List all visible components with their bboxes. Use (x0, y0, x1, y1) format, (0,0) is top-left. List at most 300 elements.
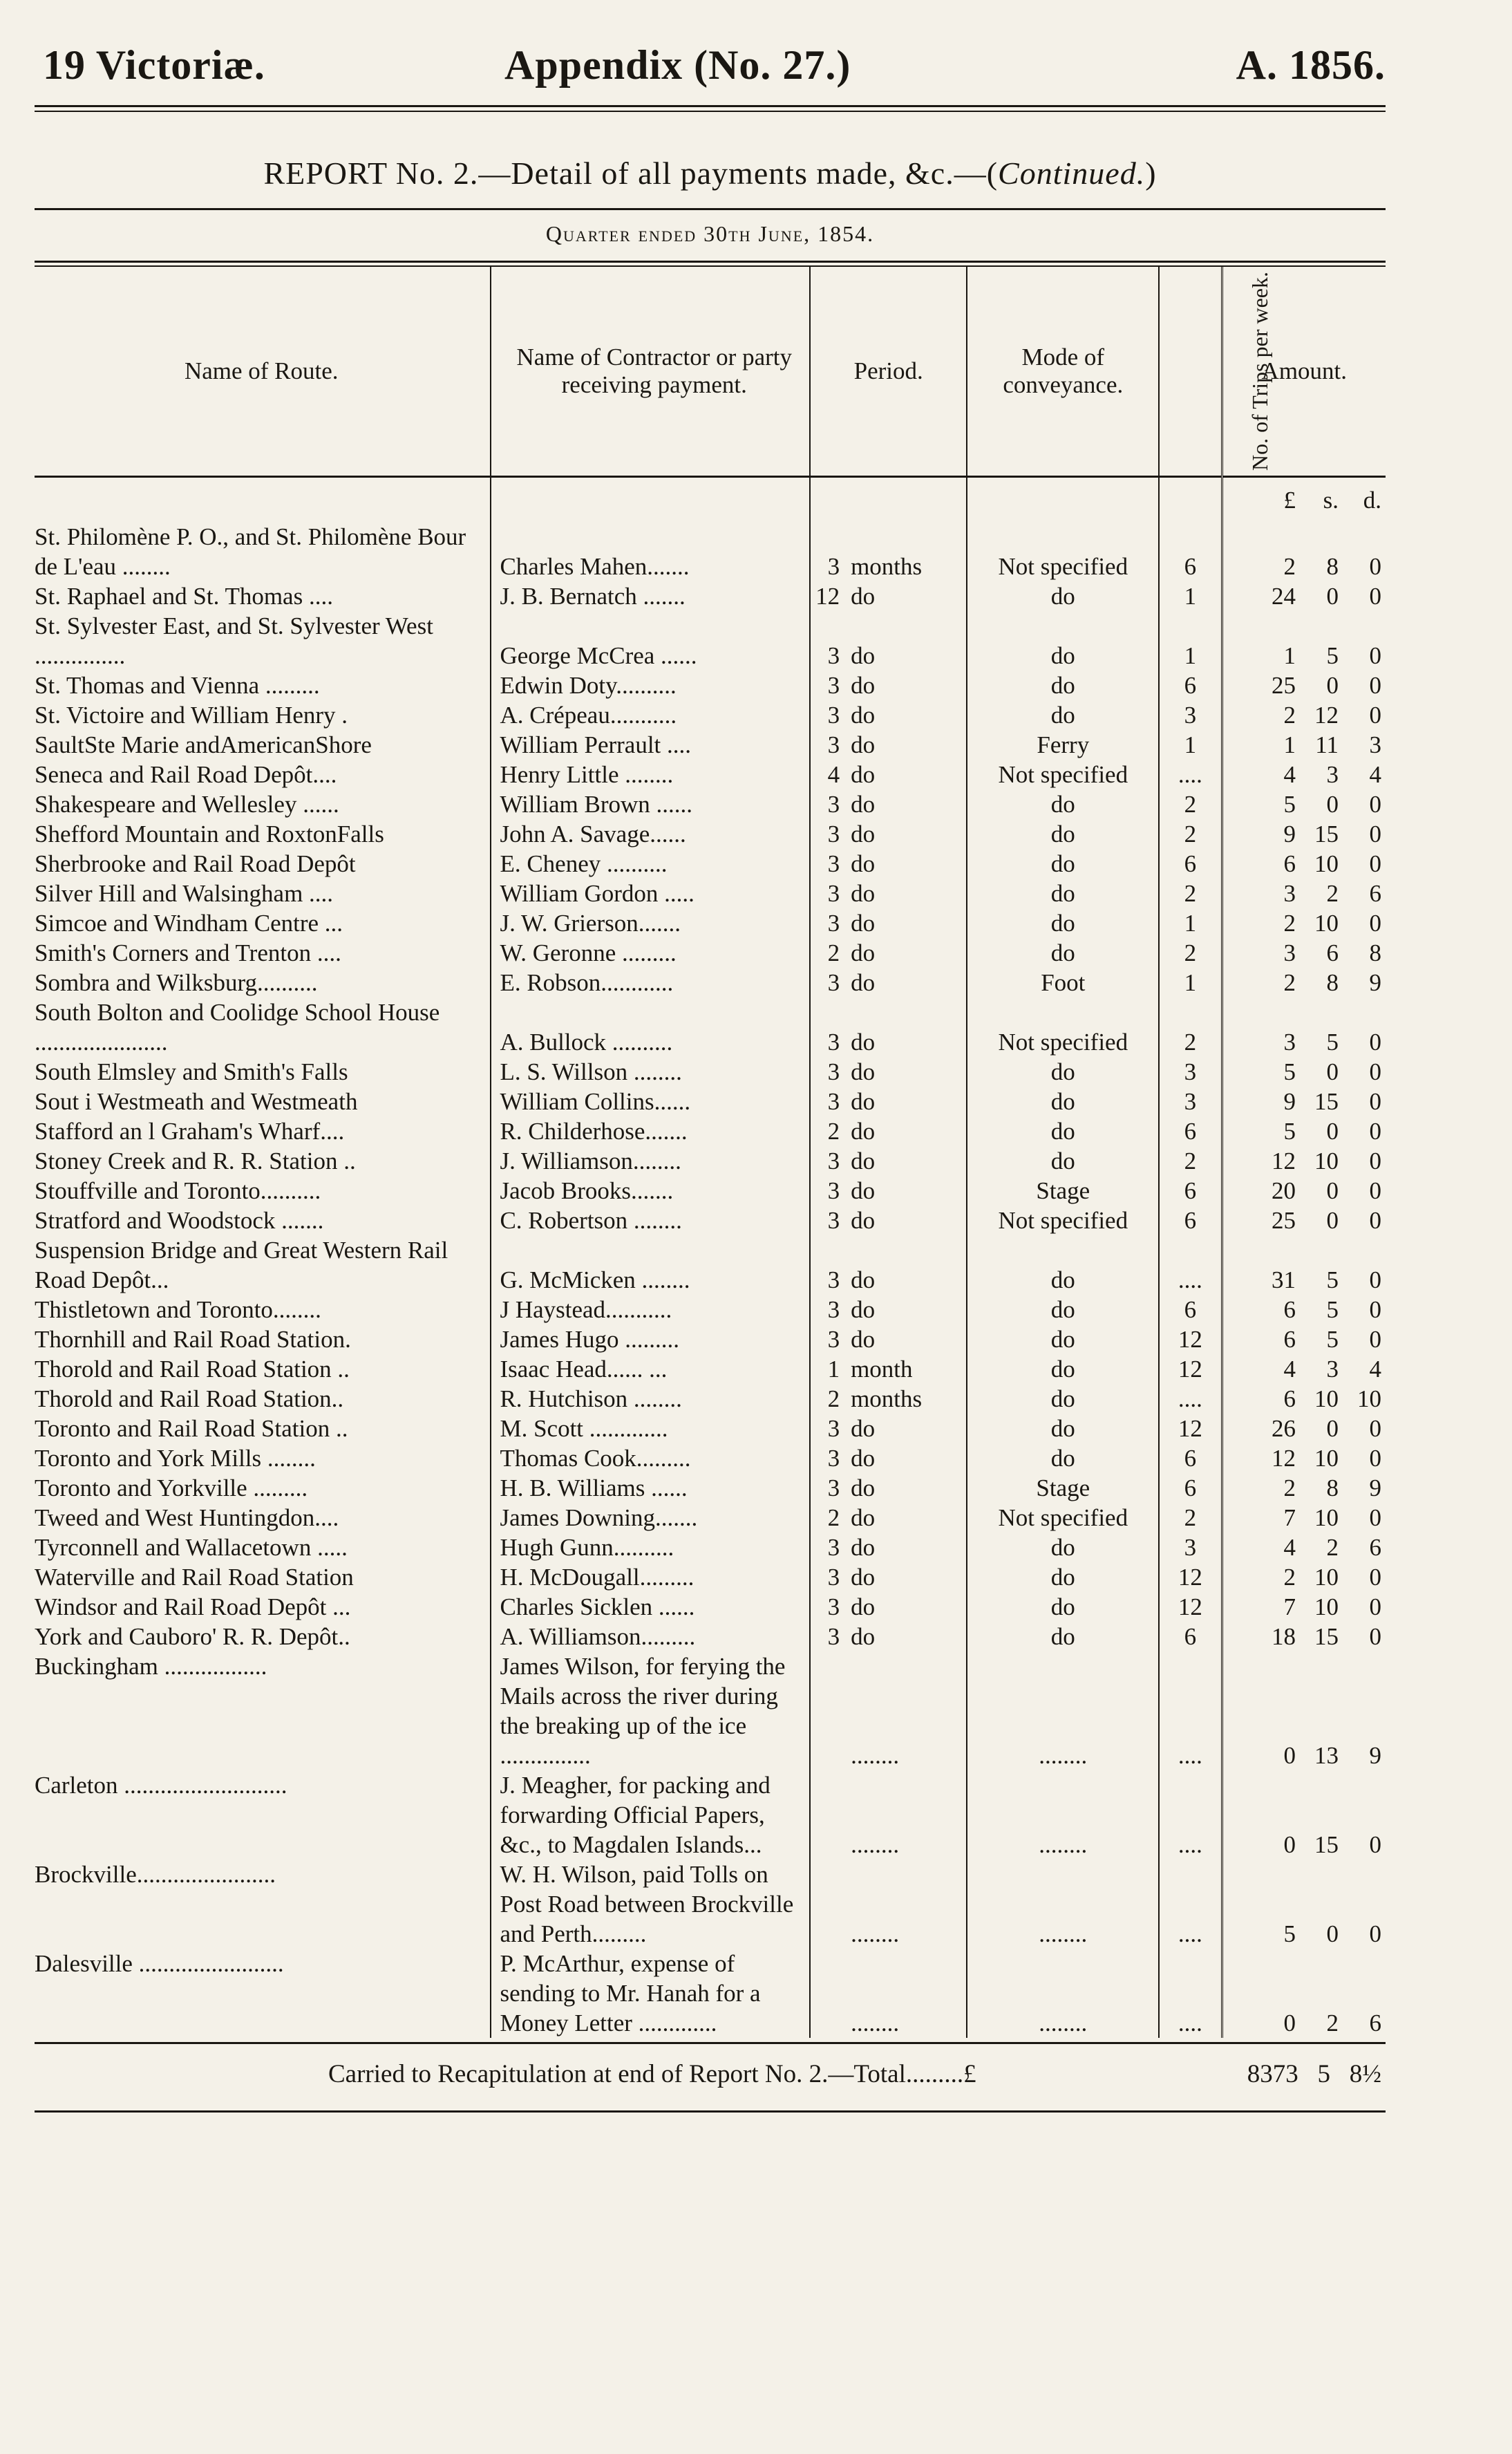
amount-cell (1222, 1622, 1386, 1651)
contractor-name: J. Meagher, for packing and forwarding Official Papers, &c., to Magdalen Islands... (491, 1770, 810, 1860)
mode-cell: do (967, 938, 1159, 968)
quarter-heading: Quarter ended 30th June, 1854. (545, 221, 875, 246)
period-number: 2 (827, 1385, 840, 1412)
amount-cell (1222, 1324, 1386, 1354)
mode-cell: do (967, 1414, 1159, 1443)
amount-pounds: 5 (1283, 1920, 1296, 1947)
table-row (35, 997, 1386, 1057)
table-row (35, 1949, 1386, 2038)
contractor-name: R. Childerhose....... (491, 1116, 810, 1146)
amount-pounds: 4 (1283, 1356, 1296, 1383)
period-unit: do (851, 1266, 876, 1293)
mode-cell: Stage (967, 1176, 1159, 1206)
period-number: 3 (827, 1415, 840, 1442)
mode-cell: do (967, 789, 1159, 819)
route-name: Tyrconnell and Wallacetown ..... (35, 1534, 348, 1561)
table-row (35, 1057, 1386, 1087)
period-unit: do (851, 791, 876, 818)
table-row (35, 671, 1386, 700)
period-unit: do (851, 1088, 876, 1115)
trips-cell: 2 (1159, 938, 1222, 968)
table-row (35, 968, 1386, 997)
period-cell (810, 1651, 967, 1770)
period-cell (810, 1770, 967, 1860)
period-cell (810, 1176, 967, 1206)
table-row (35, 1414, 1386, 1443)
amount-cell (1222, 700, 1386, 730)
amount-pence: 4 (1369, 761, 1381, 788)
route-name: Waterville and Rail Road Station (35, 1564, 354, 1591)
table-row (35, 1206, 1386, 1235)
table-row (35, 1087, 1386, 1116)
period-unit: ........ (851, 2010, 900, 2036)
contractor-name: P. McArthur, expense of sending to Mr. Hanah for a Money Letter ............. (491, 1949, 810, 2038)
period-cell (810, 1295, 967, 1324)
trips-cell: 12 (1159, 1562, 1222, 1592)
amount-cell (1222, 1562, 1386, 1592)
contractor-name: Hugh Gunn.......... (491, 1533, 810, 1562)
col-route-header: Name of Route. (184, 357, 339, 384)
amount-pence: 8 (1369, 939, 1381, 966)
route-name: Carleton ........................... (35, 1772, 287, 1799)
amount-pence: 6 (1369, 2010, 1381, 2036)
table-row (35, 581, 1386, 611)
amount-pence: 0 (1369, 583, 1381, 610)
amount-shillings: 10 (1314, 1593, 1339, 1620)
amount-cell (1222, 1473, 1386, 1503)
total-pence: 8½ (1349, 2060, 1381, 2088)
period-unit: do (851, 939, 876, 966)
amount-pounds: 9 (1283, 821, 1296, 847)
period-unit: ........ (851, 1742, 900, 1769)
contractor-name: M. Scott ............. (491, 1414, 810, 1443)
amount-pence: 0 (1369, 1415, 1381, 1442)
table-row (35, 938, 1386, 968)
trips-cell: .... (1159, 1384, 1222, 1414)
period-cell (810, 1235, 967, 1295)
period-unit: do (851, 583, 876, 610)
route-name: Buckingham ................. (35, 1653, 267, 1680)
amount-cell (1222, 968, 1386, 997)
route-name: Sout i Westmeath and Westmeath (35, 1088, 358, 1115)
amount-cell (1222, 997, 1386, 1057)
period-cell (810, 789, 967, 819)
amount-pounds: 0 (1283, 2010, 1296, 2036)
table-bottom-rule (35, 2042, 1386, 2044)
amount-shillings: 8 (1326, 1474, 1339, 1501)
amount-shillings: 2 (1326, 880, 1339, 907)
amount-cell (1222, 819, 1386, 849)
table-row (35, 522, 1386, 581)
header-rule-thin (35, 111, 1386, 112)
mode-cell: do (967, 1087, 1159, 1116)
amount-shillings: 10 (1314, 1385, 1339, 1412)
amount-shillings: 10 (1314, 850, 1339, 877)
trips-cell: 1 (1159, 908, 1222, 938)
route-name: Sombra and Wilksburg.......... (35, 969, 318, 996)
route-name: St. Philomène P. O., and St. Philomène Bour de L'eau ........ (35, 523, 466, 580)
amount-cell (1222, 611, 1386, 671)
period-unit: do (851, 1415, 876, 1442)
trips-cell: 6 (1159, 849, 1222, 879)
amount-shillings: 12 (1314, 702, 1339, 729)
contractor-name: William Gordon ..... (491, 879, 810, 908)
amount-shillings: 0 (1326, 1118, 1339, 1145)
period-cell (810, 1533, 967, 1562)
amount-shillings: 15 (1314, 1831, 1339, 1858)
trips-cell: 2 (1159, 1503, 1222, 1533)
amount-pounds: 2 (1283, 910, 1296, 937)
period-unit: do (851, 761, 876, 788)
period-unit: do (851, 642, 876, 669)
period-unit: months (851, 553, 923, 580)
table-row (35, 1324, 1386, 1354)
total-amount (1247, 2059, 1381, 2089)
trips-cell: 6 (1159, 1116, 1222, 1146)
footer-rule (35, 2110, 1386, 2113)
amount-pence: 0 (1369, 1445, 1381, 1472)
col-trips-header (1159, 267, 1273, 477)
amount-shillings: 8 (1326, 969, 1339, 996)
period-unit: do (851, 731, 876, 758)
route-name: Tweed and West Huntingdon.... (35, 1504, 339, 1531)
period-cell (810, 849, 967, 879)
table-row (35, 879, 1386, 908)
period-cell (810, 1503, 967, 1533)
period-unit: do (851, 850, 876, 877)
col-period-header: Period. (810, 267, 967, 477)
period-cell (810, 1087, 967, 1116)
period-number: 3 (827, 553, 840, 580)
amount-cell (1222, 1235, 1386, 1295)
amount-shillings: 0 (1326, 1920, 1339, 1947)
period-number: 3 (827, 1593, 840, 1620)
amount-pounds: 2 (1283, 553, 1296, 580)
period-unit: do (851, 969, 876, 996)
mode-cell: do (967, 1354, 1159, 1384)
period-number: 2 (827, 1118, 840, 1145)
trips-cell: .... (1159, 1770, 1222, 1860)
mode-cell: do (967, 1533, 1159, 1562)
mode-cell: do (967, 908, 1159, 938)
period-cell (810, 879, 967, 908)
mode-cell: do (967, 1562, 1159, 1592)
contractor-name: James Downing....... (491, 1503, 810, 1533)
amount-pounds: 20 (1272, 1177, 1296, 1204)
route-name: Thorold and Rail Road Station.. (35, 1385, 344, 1412)
total-pounds: 8373 (1247, 2060, 1298, 2088)
amount-shillings: 10 (1314, 910, 1339, 937)
amount-cell (1222, 760, 1386, 789)
amount-pence: 0 (1369, 1207, 1381, 1234)
amount-shillings: 0 (1326, 1058, 1339, 1085)
route-name: St. Victoire and William Henry . (35, 702, 348, 729)
route-name: St. Raphael and St. Thomas .... (35, 583, 333, 610)
period-number: 3 (827, 1534, 840, 1561)
trips-header-text: No. of Trips per week. (1247, 272, 1273, 471)
table-row (35, 1295, 1386, 1324)
period-number: 3 (827, 1177, 840, 1204)
amount-shillings: 11 (1315, 731, 1339, 758)
amount-pence: 0 (1369, 821, 1381, 847)
period-unit: do (851, 1148, 876, 1174)
trips-cell: .... (1159, 760, 1222, 789)
amount-cell (1222, 1860, 1386, 1949)
route-name: Shakespeare and Wellesley ...... (35, 791, 339, 818)
period-cell (810, 819, 967, 849)
period-unit: do (851, 1534, 876, 1561)
amount-cell (1222, 1354, 1386, 1384)
amount-shillings: 2 (1326, 1534, 1339, 1561)
period-number: 3 (827, 1296, 840, 1323)
trips-cell: 1 (1159, 581, 1222, 611)
mode-cell: do (967, 1146, 1159, 1176)
period-cell (810, 1116, 967, 1146)
amount-cell (1222, 1057, 1386, 1087)
amount-cell (1222, 938, 1386, 968)
route-name: York and Cauboro' R. R. Depôt.. (35, 1623, 350, 1650)
amount-pence: 0 (1369, 1266, 1381, 1293)
amount-shillings: 3 (1326, 1356, 1339, 1383)
table-row (35, 1354, 1386, 1384)
trips-cell: 12 (1159, 1324, 1222, 1354)
amount-pence: 0 (1369, 1058, 1381, 1085)
table-row (35, 760, 1386, 789)
contractor-name: William Brown ...... (491, 789, 810, 819)
mode-cell: do (967, 581, 1159, 611)
amount-pounds: 2 (1283, 1564, 1296, 1591)
amount-pence: 0 (1369, 1148, 1381, 1174)
route-name: Thistletown and Toronto........ (35, 1296, 321, 1323)
period-unit: do (851, 1296, 876, 1323)
amount-pence: 0 (1369, 1593, 1381, 1620)
period-cell (810, 730, 967, 760)
amount-pounds: 2 (1283, 702, 1296, 729)
amount-cell (1222, 1116, 1386, 1146)
amount-cell (1222, 879, 1386, 908)
amount-shillings: 5 (1326, 1266, 1339, 1293)
amount-pounds: 12 (1272, 1148, 1296, 1174)
mode-cell: ........ (967, 1770, 1159, 1860)
contractor-name: James Hugo ......... (491, 1324, 810, 1354)
period-unit: do (851, 672, 876, 699)
trips-cell: 6 (1159, 522, 1222, 581)
period-cell (810, 611, 967, 671)
amount-pounds: 26 (1272, 1415, 1296, 1442)
mode-cell: do (967, 611, 1159, 671)
table-row (35, 1770, 1386, 1860)
mode-cell: do (967, 1057, 1159, 1087)
amount-pounds: 4 (1283, 761, 1296, 788)
contractor-name: Jacob Brooks....... (491, 1176, 810, 1206)
period-number: 3 (827, 969, 840, 996)
contractor-name: A. Crépeau........... (491, 700, 810, 730)
contractor-name: George McCrea ...... (491, 611, 810, 671)
amount-pounds: 31 (1272, 1266, 1296, 1293)
report-title (35, 155, 1386, 191)
period-unit: do (851, 1593, 876, 1620)
period-unit: do (851, 880, 876, 907)
amount-shillings: 3 (1326, 761, 1339, 788)
period-number: 3 (827, 1474, 840, 1501)
period-number: 12 (815, 583, 840, 610)
contractor-name: William Perrault .... (491, 730, 810, 760)
mode-cell: Foot (967, 968, 1159, 997)
period-number: 3 (827, 910, 840, 937)
page-header (35, 41, 1386, 105)
amount-pounds: 3 (1283, 939, 1296, 966)
contractor-name: Thomas Cook......... (491, 1443, 810, 1473)
table-row (35, 1622, 1386, 1651)
contractor-name: A. Williamson......... (491, 1622, 810, 1651)
mode-cell: Not specified (967, 522, 1159, 581)
session-label: 19 Victoriæ. (43, 42, 265, 88)
period-cell (810, 1414, 967, 1443)
amount-pence: 0 (1369, 1326, 1381, 1353)
report-title-continued: Continued. (998, 156, 1146, 191)
amount-pence: 0 (1369, 1920, 1381, 1947)
mode-cell: Not specified (967, 1503, 1159, 1533)
amount-cell (1222, 1146, 1386, 1176)
contractor-name: C. Robertson ........ (491, 1206, 810, 1235)
amount-pence: 4 (1369, 1356, 1381, 1383)
amount-pence: 0 (1369, 1118, 1381, 1145)
amount-pounds: 7 (1283, 1593, 1296, 1620)
table-row (35, 1533, 1386, 1562)
trips-cell: 6 (1159, 1622, 1222, 1651)
period-cell (810, 968, 967, 997)
contractor-name: J. B. Bernatch ....... (491, 581, 810, 611)
period-unit: do (851, 821, 876, 847)
contractor-name: L. S. Willson ........ (491, 1057, 810, 1087)
trips-cell: 3 (1159, 700, 1222, 730)
period-number: 2 (827, 939, 840, 966)
period-cell (810, 1860, 967, 1949)
trips-cell: 2 (1159, 819, 1222, 849)
trips-cell: 12 (1159, 1592, 1222, 1622)
amount-pounds: 6 (1283, 1296, 1296, 1323)
contractor-name: R. Hutchison ........ (491, 1384, 810, 1414)
pounds-unit: £ (1283, 486, 1296, 514)
table-row (35, 1503, 1386, 1533)
amount-pence: 9 (1369, 1742, 1381, 1769)
period-cell (810, 1562, 967, 1592)
amount-shillings: 0 (1326, 791, 1339, 818)
period-cell (810, 938, 967, 968)
amount-shillings: 5 (1326, 642, 1339, 669)
col-mode-header: Mode of conveyance. (967, 267, 1159, 477)
period-unit: do (851, 702, 876, 729)
period-cell (810, 1949, 967, 2038)
table-row (35, 1443, 1386, 1473)
amount-shillings: 10 (1314, 1148, 1339, 1174)
period-unit: do (851, 1118, 876, 1145)
period-number: 3 (827, 850, 840, 877)
mode-cell: Not specified (967, 760, 1159, 789)
period-number: 3 (827, 1266, 840, 1293)
trips-cell: .... (1159, 1949, 1222, 2038)
amount-pounds: 25 (1272, 672, 1296, 699)
trips-cell: 2 (1159, 879, 1222, 908)
amount-pence: 0 (1369, 1831, 1381, 1858)
col-amount-header: Amount. (1222, 267, 1386, 477)
table-row (35, 1146, 1386, 1176)
period-unit: month (851, 1356, 913, 1383)
amount-cell (1222, 849, 1386, 879)
period-unit: do (851, 910, 876, 937)
period-number: 3 (827, 702, 840, 729)
route-name: Stoney Creek and R. R. Station .. (35, 1148, 356, 1174)
amount-cell (1222, 1206, 1386, 1235)
period-number: 3 (827, 731, 840, 758)
route-name: Stafford an l Graham's Wharf.... (35, 1118, 345, 1145)
trips-cell: 3 (1159, 1533, 1222, 1562)
period-number: 3 (827, 642, 840, 669)
amount-pounds: 6 (1283, 1326, 1296, 1353)
amount-shillings: 6 (1326, 939, 1339, 966)
amount-pence: 0 (1369, 702, 1381, 729)
trips-cell: 3 (1159, 1057, 1222, 1087)
amount-shillings: 0 (1326, 672, 1339, 699)
amount-cell (1222, 581, 1386, 611)
amount-cell (1222, 908, 1386, 938)
period-cell (810, 1592, 967, 1622)
shillings-unit: s. (1323, 486, 1339, 514)
table-row (35, 1473, 1386, 1503)
period-number: 3 (827, 1148, 840, 1174)
amount-pence: 0 (1369, 1504, 1381, 1531)
contractor-name: J. W. Grierson....... (491, 908, 810, 938)
period-unit: do (851, 1177, 876, 1204)
table-row (35, 730, 1386, 760)
route-name: Suspension Bridge and Great Western Rail Road Depôt... (35, 1237, 448, 1293)
trips-cell: 6 (1159, 1443, 1222, 1473)
amount-cell (1222, 1443, 1386, 1473)
appendix-label: Appendix (No. 27.) (504, 42, 851, 88)
route-name: Brockville....................... (35, 1861, 276, 1888)
route-name: Sherbrooke and Rail Road Depôt (35, 850, 356, 877)
route-name: Simcoe and Windham Centre ... (35, 910, 343, 937)
mode-cell: do (967, 1592, 1159, 1622)
amount-pounds: 18 (1272, 1623, 1296, 1650)
period-number: 3 (827, 1445, 840, 1472)
period-number: 3 (827, 1326, 840, 1353)
trips-cell: 6 (1159, 1295, 1222, 1324)
amount-shillings: 5 (1326, 1326, 1339, 1353)
period-cell (810, 908, 967, 938)
trips-cell: 2 (1159, 1146, 1222, 1176)
amount-shillings: 15 (1314, 1088, 1339, 1115)
currency-units-row (35, 477, 1386, 523)
pence-unit: d. (1363, 486, 1381, 514)
mode-cell: do (967, 1443, 1159, 1473)
amount-pence: 0 (1369, 1177, 1381, 1204)
amount-cell (1222, 1295, 1386, 1324)
mode-cell: do (967, 700, 1159, 730)
amount-pounds: 12 (1272, 1445, 1296, 1472)
contractor-name: H. McDougall......... (491, 1562, 810, 1592)
table-row (35, 849, 1386, 879)
period-unit: months (851, 1385, 923, 1412)
amount-cell (1222, 1592, 1386, 1622)
table-row (35, 1176, 1386, 1206)
trips-cell: 12 (1159, 1414, 1222, 1443)
amount-shillings: 15 (1314, 1623, 1339, 1650)
period-unit: do (851, 1058, 876, 1085)
contractor-name: H. B. Williams ...... (491, 1473, 810, 1503)
trips-cell: .... (1159, 1860, 1222, 1949)
table-row (35, 700, 1386, 730)
